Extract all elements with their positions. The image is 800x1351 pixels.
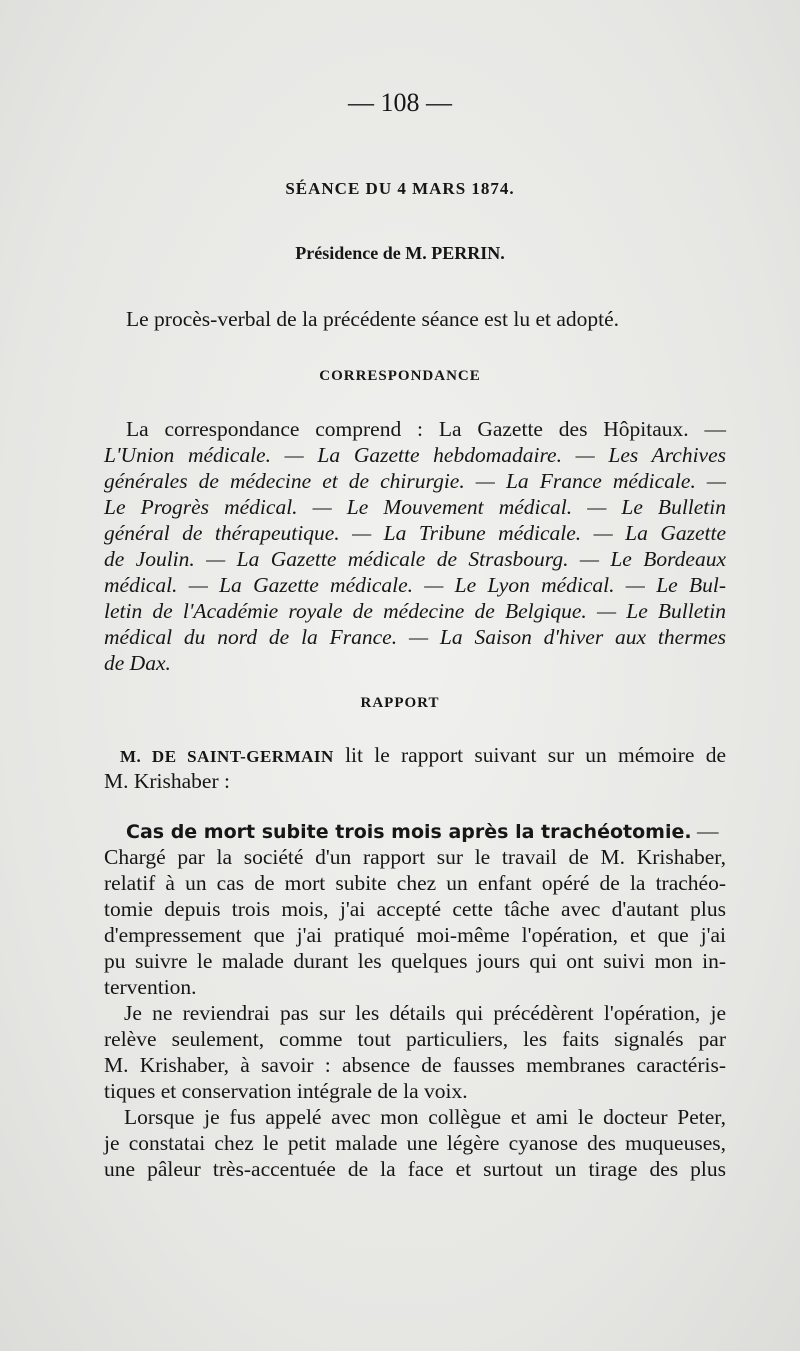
rapport-line: tervention. xyxy=(104,975,197,999)
rapport-line: d'empressement que j'ai pratiqué moi-même l'opération, et que j'ai xyxy=(104,923,726,947)
rapport-line: une pâleur très-accentuée de la face et surtout un tirage des plus xyxy=(104,1157,726,1181)
correspondance-line: médical. — La Gazette médicale. — Le Lyon médical. — Le Bul- xyxy=(104,573,726,597)
rapport-line: Chargé par la société d'un rapport sur le travail de M. Krishaber, xyxy=(104,845,726,869)
rapport-line: relatif à un cas de mort subite chez un enfant opéré de la trachéo- xyxy=(104,871,726,895)
intro-paragraph: Le procès-verbal de la précédente séance est lu et adopté. xyxy=(126,307,620,331)
correspondance-line: de Dax. xyxy=(104,651,171,675)
correspondance-line: letin de l'Académie royale de médecine de Belgique. — Le Bulletin xyxy=(104,599,726,623)
correspondance-line: médical du nord de la France. — La Saison d'hiver aux thermes xyxy=(104,625,726,649)
rapport-intro-line: M. Krishaber : xyxy=(104,769,230,793)
page-number: — 108 — xyxy=(348,88,452,117)
correspondance-line: général de thérapeutique. — La Tribune médicale. — La Gazette xyxy=(104,521,726,545)
correspondance-line: Le Progrès médical. — Le Mouvement médical. — Le Bulletin xyxy=(104,495,726,519)
speaker-name: M. DE SAINT-GERMAIN xyxy=(120,747,334,766)
rapport-title-line xyxy=(126,818,726,845)
session-heading: SÉANCE DU 4 MARS 1874. xyxy=(285,179,515,198)
presidence-name: M. PERRIN. xyxy=(405,243,505,263)
rapport-line: Je ne reviendrai pas sur les détails qui précédèrent l'opération, je xyxy=(124,1001,726,1025)
correspondance-line: de Joulin. — La Gazette médicale de Strasbourg. — Le Bordeaux xyxy=(104,547,726,571)
rapport-line: relève seulement, comme tout particuliers, les faits signalés par xyxy=(104,1027,726,1051)
rapport-line: je constatai chez le petit malade une légère cyanose des muqueuses, xyxy=(104,1131,726,1155)
rapport-line: pu suivre le malade durant les quelques jours qui ont suivi mon in- xyxy=(104,949,726,973)
rapport-heading: RAPPORT xyxy=(360,695,440,711)
correspondance-line: générales de médecine et de chirurgie. — La France médicale. — xyxy=(104,469,726,493)
rapport-title: Cas de mort subite trois mois après la trachéotomie. xyxy=(126,821,692,843)
correspondance-line: La correspondance comprend : La Gazette des Hôpitaux. — xyxy=(126,417,726,441)
rapport-title-dash: — xyxy=(691,819,719,843)
rapport-line: Lorsque je fus appelé avec mon collègue et ami le docteur Peter, xyxy=(124,1105,726,1129)
correspondance-line: L'Union médicale. — La Gazette hebdomadaire. — Les Archives xyxy=(104,443,726,467)
speaker-rest: lit le rapport suivant sur un mémoire de xyxy=(333,743,727,767)
presidence-line xyxy=(0,240,800,266)
correspondance-heading: CORRESPONDANCE xyxy=(319,368,481,384)
rapport-line: M. Krishaber, à savoir : absence de fausses membranes caractéris- xyxy=(104,1053,726,1077)
rapport-intro-line xyxy=(120,742,726,770)
rapport-line: tiques et conservation intégrale de la voix. xyxy=(104,1079,468,1103)
rapport-line: tomie depuis trois mois, j'ai accepté cette tâche avec d'autant plus xyxy=(104,897,726,921)
presidence-prefix: Présidence de xyxy=(295,243,406,263)
